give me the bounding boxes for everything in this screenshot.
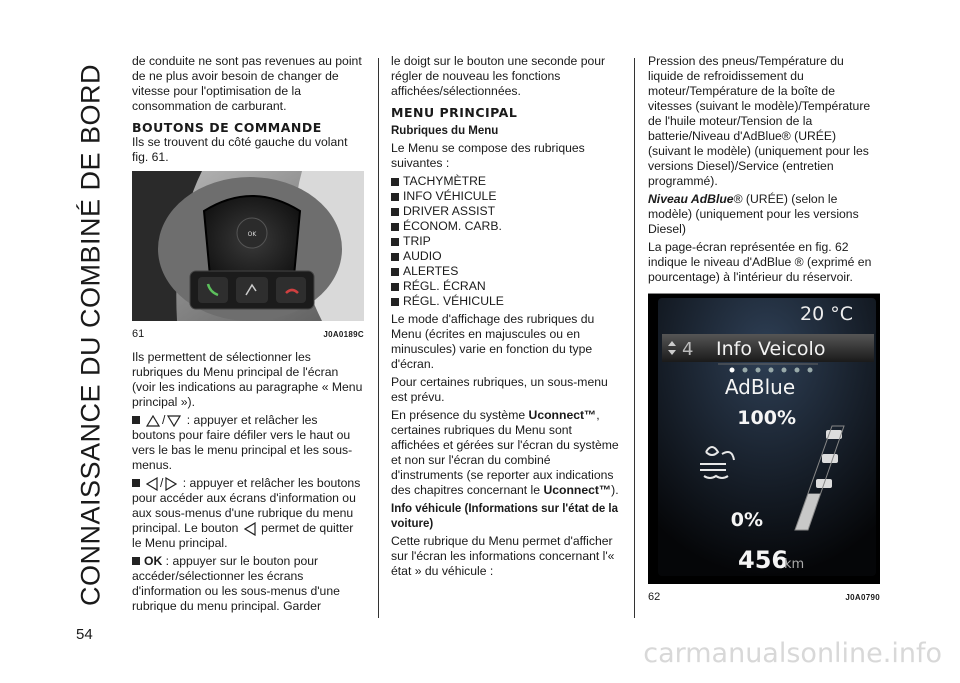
bullet-icon xyxy=(391,298,399,306)
paragraph-text: : appuyer sur le bouton pour accéder/sélectionner les écrans d'information ou les sous-menus d'une rubrique du menu principal. Garder xyxy=(132,554,340,613)
column-1 xyxy=(132,54,364,617)
left-arrow-icon xyxy=(244,522,256,536)
bullet-icon xyxy=(391,193,399,201)
bullet-icon xyxy=(391,283,399,291)
adblue-title: Niveau AdBlue xyxy=(648,192,734,206)
list-item-label: RÉGL. ÉCRAN xyxy=(403,279,486,293)
svg-text:OK: OK xyxy=(247,231,257,238)
menu-items-list xyxy=(391,174,623,309)
up-arrow-icon xyxy=(146,415,160,427)
adblue-title-paragraph xyxy=(648,192,880,237)
list-item xyxy=(391,174,623,189)
figure-62 xyxy=(648,293,880,605)
list-item-label: TRIP xyxy=(403,234,431,248)
column-divider xyxy=(378,58,379,618)
figure-61 xyxy=(132,171,364,342)
uconnect-paragraph xyxy=(391,408,623,498)
adblue-display-photo xyxy=(648,294,880,584)
bullet-icon xyxy=(391,178,399,186)
list-item-label: ALERTES xyxy=(403,264,459,278)
paragraph-text: : appuyer et relâcher les boutons pour faire défiler vers le haut ou vers le bas le menu principal et les sous-menus. xyxy=(132,413,353,472)
paragraph: Pression des pneus/Température du liquide de refroidissement du moteur/Température de la boîte de vitesses (suivant le modèle)/Température de l'huile moteur/Tension de la batterie/Niveau d'AdBlue® (URÉE) (suivant le modèle) (uniquement pour les versions Diesel)/Service (entretien programmé). xyxy=(648,54,871,188)
range-unit: km xyxy=(784,557,805,572)
list-item xyxy=(391,294,623,309)
list-item xyxy=(391,219,623,234)
figure-code: J0A0189C xyxy=(323,330,364,339)
temperature-readout: 20 °C xyxy=(800,303,853,325)
bullet-icon xyxy=(132,557,140,565)
paragraph-text: ). xyxy=(611,483,619,497)
up-down-paragraph xyxy=(132,413,364,473)
left-arrow-icon xyxy=(146,477,158,491)
bullet-icon xyxy=(391,253,399,261)
list-item-label: TACHYMÈTRE xyxy=(403,174,487,188)
bullet-icon xyxy=(132,479,140,487)
figure-number: 61 xyxy=(132,328,145,340)
paragraph: Ils se trouvent du côté gauche du volant fig. 61. xyxy=(132,135,348,164)
paragraph: de conduite ne sont pas revenues au point de ne plus avoir besoin de changer de vitesse pour l'optimisation de la consommation de carburant. xyxy=(132,54,362,113)
figure-code: J0A0790 xyxy=(845,593,880,602)
paragraph: Le Menu se compose des rubriques suivantes : xyxy=(391,141,585,170)
bullet-icon xyxy=(391,268,399,276)
list-item-label: ÉCONOM. CARB. xyxy=(403,219,502,233)
list-item xyxy=(391,249,623,264)
paragraph-text: En présence du système xyxy=(391,408,529,422)
watermark: carmanualsonline.info xyxy=(643,638,942,669)
range-value: 456 xyxy=(738,546,789,574)
list-item xyxy=(391,189,623,204)
paragraph: Cette rubrique du Menu permet d'afficher sur l'écran les informations concernant l'« état » du véhicule : xyxy=(391,534,615,578)
paragraph: Ils permettent de sélectionner les rubriques du Menu principal de l'écran (voir les indications au paragraphe « Menu principal »). xyxy=(132,350,363,409)
ok-label: OK xyxy=(144,554,163,568)
paragraph: La page-écran représentée en fig. 62 indique le niveau d'AdBlue ® (exprimé en pourcentage) à l'intérieur du réservoir. xyxy=(648,240,872,284)
column-2 xyxy=(391,54,623,582)
paragraph: Le mode d'affichage des rubriques du Menu (écrites en majuscules ou en minuscules) varie en fonction du type d'écran. xyxy=(391,312,595,371)
adblue-label: AdBlue xyxy=(724,375,796,399)
brand-name: Uconnect™ xyxy=(528,408,597,422)
right-arrow-icon xyxy=(165,477,177,491)
separator: / xyxy=(160,476,164,490)
full-level-label: 100% xyxy=(737,407,796,429)
bullet-icon xyxy=(132,416,140,424)
list-item-label: RÉGL. VÉHICULE xyxy=(403,294,504,308)
column-divider xyxy=(634,58,635,618)
paragraph-text: , certaines rubriques du Menu sont affichées et gérées sur l'écran du système et non sur l'écran du combiné d'instruments (se reporter aux indications des chapitres concernant le xyxy=(391,408,619,497)
chapter-side-title: CONNAISSANCE DU COMBINÉ DE BORD xyxy=(75,63,106,607)
bullet-icon xyxy=(391,238,399,246)
list-item xyxy=(391,264,623,279)
column-3 xyxy=(648,54,880,605)
empty-level-label: 0% xyxy=(730,509,763,531)
list-item xyxy=(391,279,623,294)
bullet-icon xyxy=(391,223,399,231)
paragraph-text: ® (URÉE) (selon le modèle) (uniquement pour les versions Diesel) xyxy=(648,192,859,236)
subheading-info-vehicule: Info véhicule (Informations sur l'état de la voiture) xyxy=(391,503,619,530)
bullet-icon xyxy=(391,208,399,216)
section-heading-buttons: BOUTONS DE COMMANDE xyxy=(132,120,322,135)
down-arrow-icon xyxy=(167,415,181,427)
list-item-label: DRIVER ASSIST xyxy=(403,204,496,218)
ok-paragraph xyxy=(132,554,364,614)
display-header: Info Veicolo xyxy=(716,338,826,360)
left-right-paragraph xyxy=(132,476,364,551)
paragraph-text: permet de quitter le Menu principal. xyxy=(132,521,354,550)
paragraph: Pour certaines rubriques, un sous-menu est prévu. xyxy=(391,375,608,404)
separator: / xyxy=(162,413,166,427)
paragraph: le doigt sur le bouton une seconde pour régler de nouveau les fonctions affichées/sélectionnées. xyxy=(391,54,606,98)
paragraph-text: : appuyer et relâcher les boutons pour accéder aux écrans d'information ou aux sous-menus d'une rubrique du menu principal. Le bouton xyxy=(132,476,361,535)
list-item-label: INFO VÉHICULE xyxy=(403,189,497,203)
subheading-rubriques: Rubriques du Menu xyxy=(391,125,499,137)
section-heading-menu: MENU PRINCIPAL xyxy=(391,105,518,120)
page-number: 54 xyxy=(76,626,93,643)
brand-name: Uconnect™ xyxy=(543,483,612,497)
list-item-label: AUDIO xyxy=(403,249,442,263)
list-item xyxy=(391,204,623,219)
figure-number: 62 xyxy=(648,591,661,603)
list-item xyxy=(391,234,623,249)
steering-wheel-buttons-photo xyxy=(132,171,364,321)
page-indicator: 4 xyxy=(682,339,694,360)
